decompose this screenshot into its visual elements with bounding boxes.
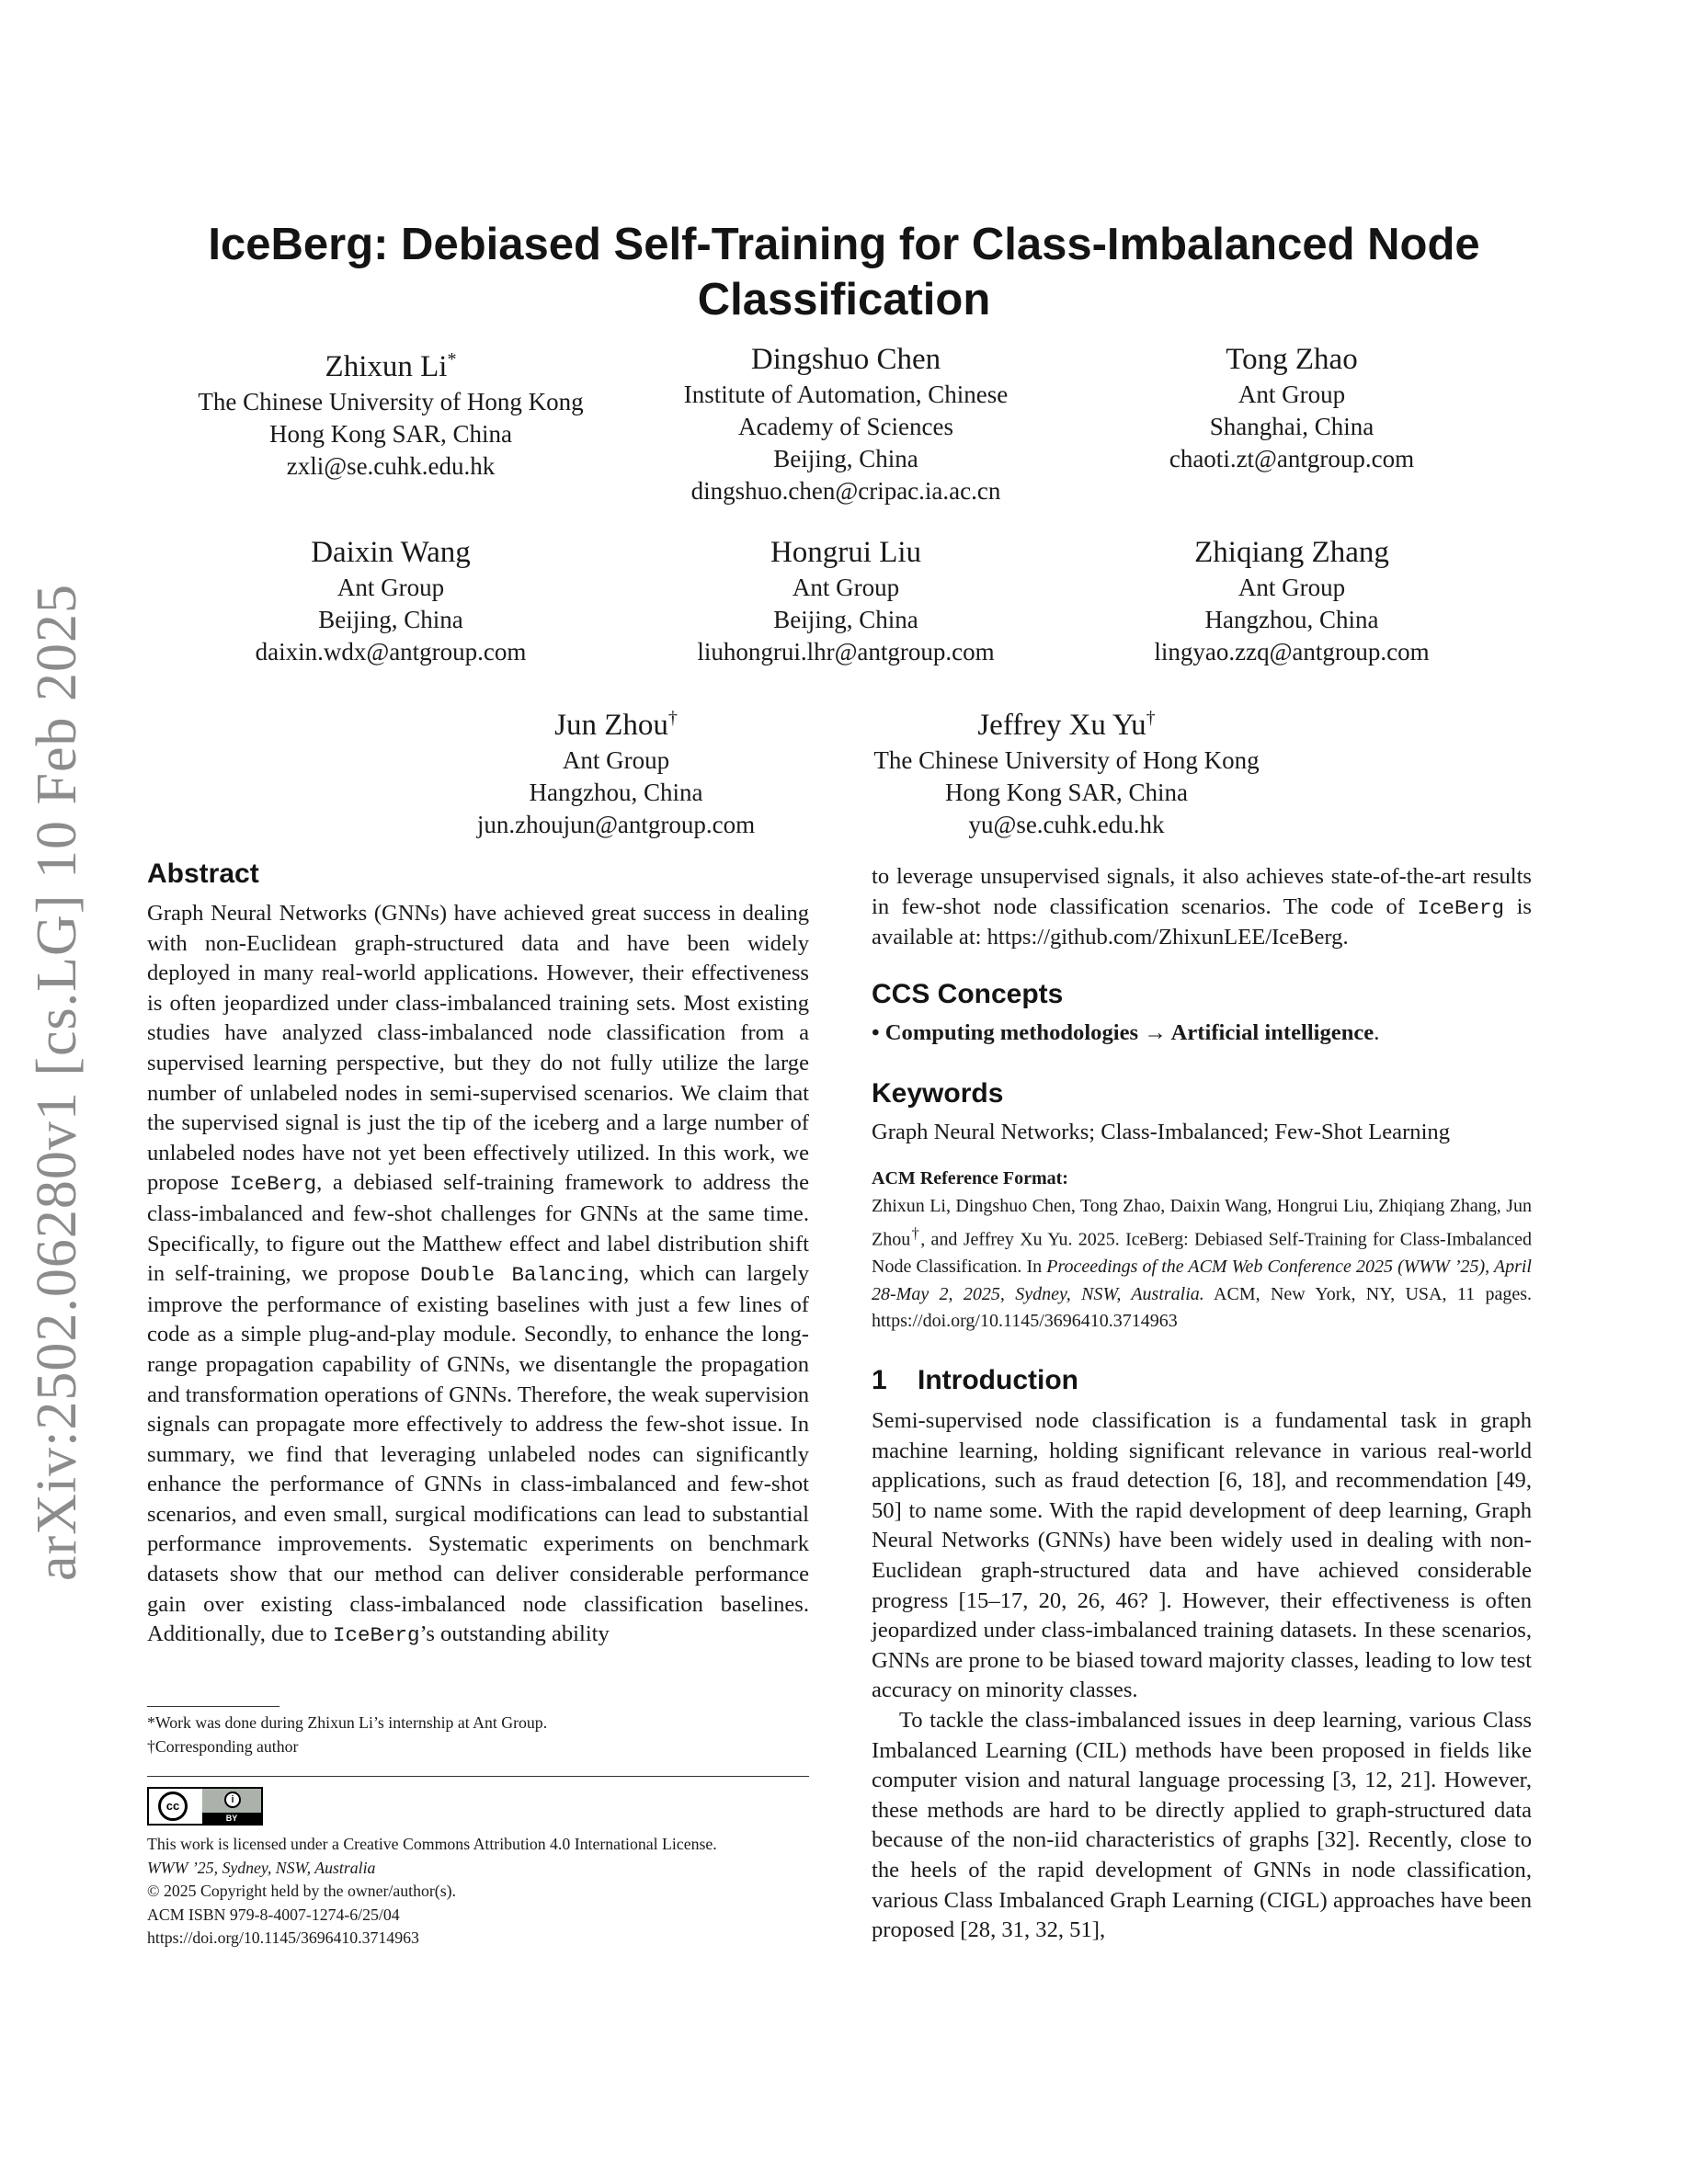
person-icon: i [224, 1792, 241, 1808]
ccs-punct: . [1374, 1020, 1380, 1045]
author-mark: † [910, 1224, 921, 1242]
abstract-text: , which can largely improve the performance of existing baselines with just a few lines of code as a simple plug-and-play module. Secondly, to enhance the long-range propagation capability of GNNs, we disentangle the propagation and transformation operations of GNNs. Therefore, the weak supervision signals can propagate more effectively to address the few-shot issue. In summary, we find that leveraging unlabeled nodes can significantly enhance the performance of GNNs in class-imbalanced and few-shot scenarios, and even small, surgical modifications can lead to substantial performance improvements. Systematic experiments on benchmark datasets show that our method can deliver considerable performance gain over existing class-imbalanced node classification baselines. Additionally, due to [147, 1261, 809, 1647]
cc-icon: cc [158, 1792, 188, 1821]
author-affiliation: Ant Group [1237, 574, 1346, 601]
license-line: © 2025 Copyright held by the owner/author(s). [147, 1882, 456, 1900]
acm-reference-text: Zhixun Li, Dingshuo Chen, Tong Zhao, Daixin Wang, Hongrui Liu, Zhiqiang Zhang, Jun Zhou [872, 1195, 1532, 1250]
acm-reference [872, 1166, 1532, 1336]
author-affiliation: Hangzhou, China [1204, 606, 1379, 633]
author-affiliation: Beijing, China [318, 606, 463, 633]
footnote: *Work was done during Zhixun Li’s internship at Ant Group. [147, 1713, 548, 1732]
author-name: Jeffrey Xu Yu [977, 709, 1146, 742]
author-name: Hongrui Liu [770, 536, 922, 569]
author-block [625, 533, 1066, 668]
acm-reference-venue: Proceedings of the ACM Web Conference 2025 (WWW ’25), April 28-May 2, 2025, Sydney, NSW, Australia. [872, 1257, 1532, 1304]
code-term: IceBerg [1417, 895, 1505, 920]
author-affiliation: The Chinese University of Hong Kong [198, 388, 584, 415]
ccs-heading: CCS Concepts [872, 979, 1064, 1009]
footnote-rule [147, 1706, 279, 1707]
ccs-concepts [872, 1018, 1532, 1049]
author-affiliation: The Chinese University of Hong Kong [873, 746, 1260, 774]
author-affiliation: Ant Group [1237, 381, 1346, 408]
abstract-text: to leverage unsupervised signals, it also achieves state-of-the-art results in few-shot node classification scenarios. The code of [872, 864, 1532, 919]
cc-by-badge [147, 1787, 263, 1826]
code-term: Double Balancing [419, 1263, 624, 1288]
author-email: zxli@se.cuhk.edu.hk [286, 452, 496, 480]
abstract-text: ’s outstanding ability [419, 1621, 610, 1647]
author-name: Zhiqiang Zhang [1194, 536, 1389, 569]
paper-title: IceBerg: Debiased Self-Training for Class-Imbalanced Node Classification [208, 220, 1480, 324]
author-affiliation: Academy of Sciences [738, 413, 953, 440]
arxiv-identifier: arXiv:2502.06280v1 [cs.LG] 10 Feb 2025 [26, 584, 88, 1581]
author-affiliation: Ant Group [562, 746, 670, 774]
author-email: daixin.wdx@antgroup.com [255, 638, 527, 665]
keywords-text [872, 1118, 1532, 1148]
abstract-text: Graph Neural Networks (GNNs) have achieved great success in dealing with non-Euclidean graph-structured data and have been widely deployed in many real-world applications. However, their effectiveness is often jeopardized under class-imbalanced training sets. Most existing studies have analyzed class-imbalanced node classification from a supervised learning perspective, but they do not fully utilize the large number of unlabeled nodes in semi-supervised scenarios. We claim that the supervised signal is just the tip of the iceberg and a large number of unlabeled nodes have not yet been effectively utilized. In this work, we propose [147, 901, 809, 1196]
author-affiliation: Ant Group [792, 574, 900, 601]
footnote: †Corresponding author [147, 1736, 299, 1756]
paragraph: Semi-supervised node classification is a fundamental task in graph machine learning, holding significant relevance in various real-world applications, such as fraud detection [6, 18], and recommendation [49, 50] to name some. With the rapid development of deep learning, Graph Neural Networks (GNNs) have been widely used in dealing with non-Euclidean graph-structured data and have achieved considerable progress [15–17, 20, 26, 46? ]. However, their effectiveness is often jeopardized under class-imbalanced training datasets. In these scenarios, GNNs are prone to be biased toward majority classes, leading to low test accuracy on minority classes. [872, 1408, 1532, 1703]
code-term: IceBerg [229, 1172, 317, 1197]
introduction-heading: 1 Introduction [872, 1365, 1078, 1395]
author-email: liuhongrui.lhr@antgroup.com [697, 638, 995, 665]
author-email: lingyao.zzq@antgroup.com [1154, 638, 1430, 665]
author-name: Zhixun Li [325, 350, 448, 383]
author-affiliation: Ant Group [336, 574, 445, 601]
author-name: Tong Zhao [1226, 343, 1358, 376]
paragraph: To tackle the class-imbalanced issues in deep learning, various Class Imbalanced Learning (CIL) methods have been proposed in fields like computer vision and natural language processing [3, 12, 21]. However, these methods are hard to be directly applied to graph-structured data because of the non-iid characteristics of graphs [32]. Recently, close to the heels of the rapid development of GNNs in node classification, various Class Imbalanced Graph Learning (CIGL) approaches have been proposed [28, 31, 32, 51], [872, 1707, 1532, 1943]
abstract-text: , a debiased self-training framework to address the class-imbalanced and few-shot challenges for GNNs at the same time. Specifically, to figure out the Matthew effect and label distribution shift in self-training, we propose [147, 1170, 809, 1287]
license-line: ACM ISBN 979-8-4007-1274-6/25/04 [147, 1905, 400, 1924]
abstract-body [147, 899, 809, 1651]
author-block [165, 340, 616, 483]
author-block [1085, 533, 1499, 668]
ccs-concept: • Computing methodologies → Artificial intelligence [872, 1020, 1374, 1045]
author-affiliation: Beijing, China [773, 445, 918, 472]
author-name: Dingshuo Chen [750, 343, 941, 376]
author-mark: † [667, 708, 678, 728]
code-term: IceBerg [332, 1623, 420, 1648]
by-label: BY [202, 1813, 261, 1824]
author-name: Jun Zhou [554, 709, 668, 742]
author-affiliation: Hangzhou, China [529, 779, 703, 806]
author-email: dingshuo.chen@cripac.ia.ac.cn [690, 477, 1001, 505]
license-rule [147, 1776, 809, 1777]
author-email: yu@se.cuhk.edu.hk [968, 811, 1165, 838]
cc-icon-panel [149, 1789, 202, 1824]
abstract-continuation [872, 862, 1532, 953]
author-block [625, 340, 1066, 507]
author-block [395, 699, 837, 841]
acm-reference-text: ACM, New York, NY, USA, 11 pages. https://doi.org/10.1145/3696410.3714963 [872, 1283, 1532, 1332]
author-affiliation: Shanghai, China [1209, 413, 1374, 440]
author-affiliation: Hong Kong SAR, China [944, 779, 1188, 806]
introduction-body [872, 1406, 1532, 1946]
acm-reference-heading: ACM Reference Format: [872, 1168, 1068, 1189]
license-doi: https://doi.org/10.1145/3696410.3714963 [147, 1928, 419, 1947]
author-affiliation: Beijing, China [773, 606, 918, 633]
footnotes [147, 1712, 809, 1758]
keywords-heading: Keywords [872, 1078, 1004, 1109]
author-block [165, 533, 616, 668]
keywords-list: Graph Neural Networks; Class-Imbalanced; Few-Shot Learning [872, 1120, 1451, 1144]
author-mark: * [447, 349, 457, 370]
author-name: Daixin Wang [311, 536, 471, 569]
author-affiliation: Hong Kong SAR, China [268, 420, 512, 448]
license-venue: WWW ’25, Sydney, NSW, Australia [147, 1858, 376, 1877]
license-line: This work is licensed under a Creative Commons Attribution 4.0 International License. [147, 1835, 717, 1853]
abstract-text: is available at: https://github.com/ZhixunLEE/IceBerg. [872, 893, 1532, 950]
author-email: chaoti.zt@antgroup.com [1169, 445, 1415, 472]
author-block [846, 699, 1287, 841]
author-block [1085, 340, 1499, 475]
author-affiliation: Institute of Automation, Chinese [683, 381, 1009, 408]
acm-reference-text: , and Jeffrey Xu Yu. 2025. IceBerg: Debiased Self-Training for Class-Imbalanced Node Classification. In [872, 1229, 1532, 1278]
author-email: jun.zhoujun@antgroup.com [476, 811, 756, 838]
abstract-heading: Abstract [147, 859, 259, 889]
license-block [147, 1833, 827, 1951]
author-mark: † [1146, 708, 1156, 728]
